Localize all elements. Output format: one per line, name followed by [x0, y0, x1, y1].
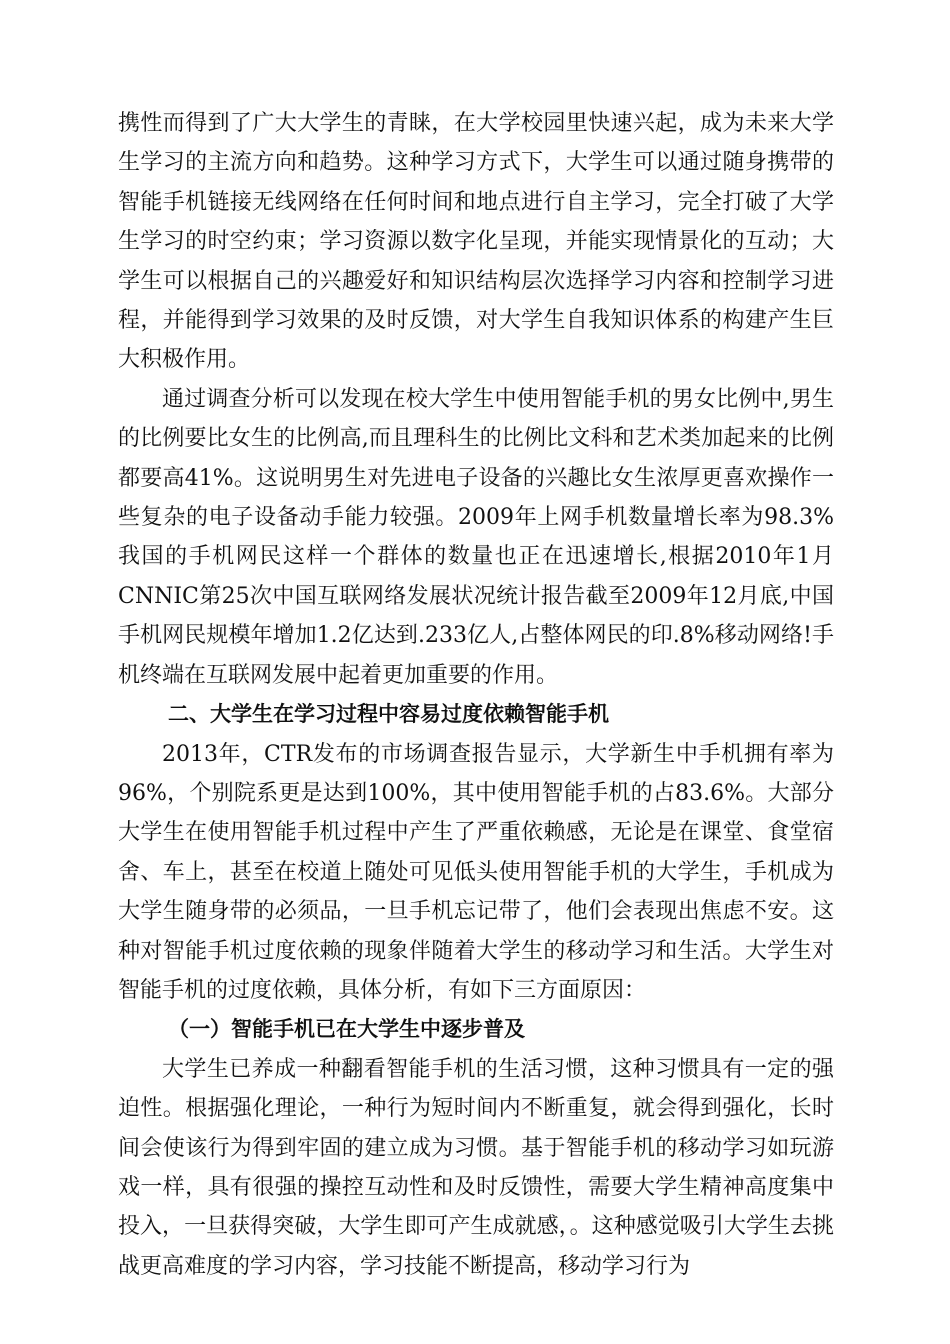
paragraph-habit-formation: 大学生已养成一种翻看智能手机的生活习惯，这种习惯具有一定的强迫性。根据强化理论，一种行为短时间内不断重复，就会得到强化，长时间会使该行为得到牢固的建立成为习惯。基于智能手机的移动学习如玩游戏一样，具有很强的操控互动性和及时反馈性，需要大学生精神高度集中投入，一旦获得突破，大学生即可产生成就感，。这种感觉吸引大学生去挑战更高难度的学习内容，学习技能不断提高，移动学习行为 [118, 1056, 834, 1279]
paragraph-ctr-report: 2013年，CTR发布的市场调查报告显示，大学新生中手机拥有率为96%，个别院系更是达到100%，其中使用智能手机的占83.6%。大部分大学生在使用智能手机过程中产生了严重依赖感，无论是在课堂、食堂宿舍、车上，甚至在校道上随处可见低头使用智能手机的大学生，手机成为大学生随身带的必须品，一旦手机忘记带了，他们会表现出焦虑不安。这种对智能手机过度依赖的现象伴随着大学生的移动学习和生活。大学生对智能手机的过度依赖，具体分析，有如下三方面原因： [118, 741, 834, 1003]
document-page [118, 104, 834, 1286]
paragraph-survey-analysis: 通过调查分析可以发现在校大学生中使用智能手机的男女比例中,男生的比例要比女生的比例高,而且理科生的比例比文科和艺术类加起来的比例都要高41%。这说明男生对先进电子设备的兴趣比女生浓厚更喜欢操作一些复杂的电子设备动手能力较强。2009年上网手机数量增长率为98.3%我国的手机网民这样一个群体的数量也正在迅速增长,根据2010年1月CNNIC第25次中国互联网络发展状况统计报告截至2009年12月底,中国手机网民规模年增加1.2亿达到.233亿人,占整体网民的印.8%移动网络!手机终端在互联网发展中起着更加重要的作用。 [118, 386, 834, 688]
subsection-heading-1: （一）智能手机已在大学生中逐步普及 [168, 1017, 525, 1042]
section-heading-2: 二、大学生在学习过程中容易过度依赖智能手机 [168, 702, 609, 727]
paragraph-mobile-learning: 携性而得到了广大大学生的青睐，在大学校园里快速兴起，成为未来大学生学习的主流方向和趋势。这种学习方式下，大学生可以通过随身携带的智能手机链接无线网络在任何时间和地点进行自主学习，完全打破了大学生学习的时空约束；学习资源以数字化呈现，并能实现情景化的互动；大学生可以根据自己的兴趣爱好和知识结构层次选择学习内容和控制学习进程，并能得到学习效果的及时反馈，对大学生自我知识体系的构建产生巨大积极作用。 [118, 111, 834, 373]
